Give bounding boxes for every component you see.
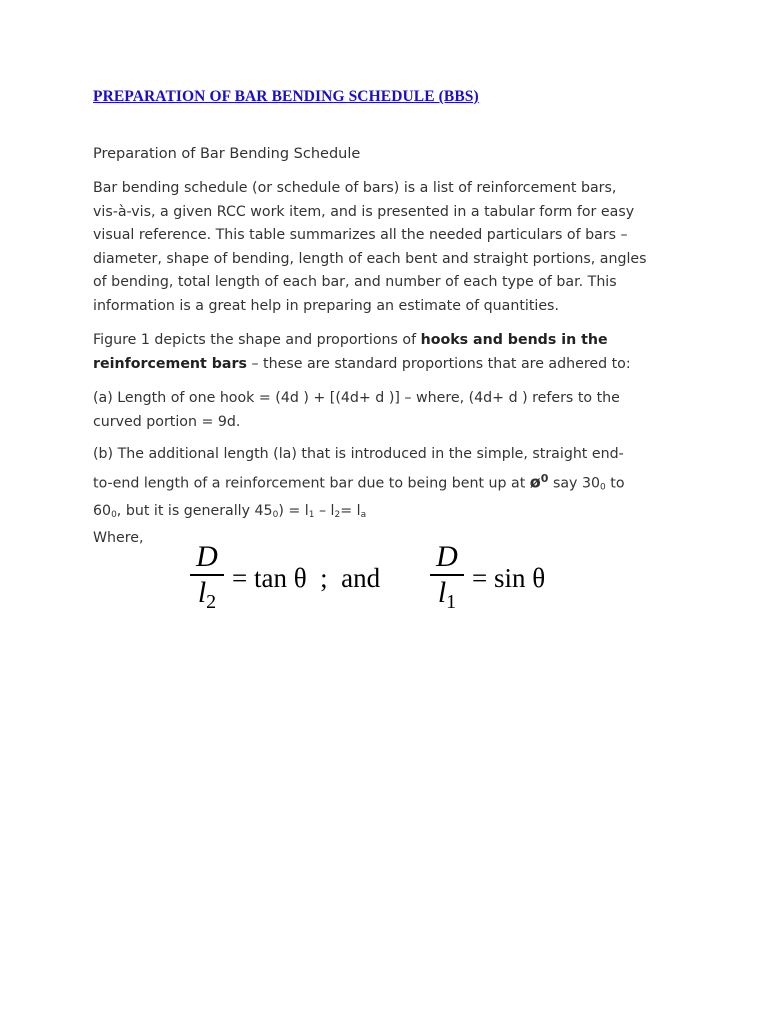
phi-symbol: ø bbox=[529, 472, 541, 492]
item-b-text: , but it is generally 45 bbox=[116, 502, 273, 519]
subscript: 2 bbox=[334, 509, 341, 520]
intro-paragraph bbox=[93, 177, 693, 318]
item-b-text: – l bbox=[314, 502, 335, 519]
intro-line: of bending, total length of each bar, and number of each type of bar. This bbox=[93, 274, 617, 290]
item-a-line: (a) Length of one hook = (4d ) + [(4d+ d )] – where, (4d+ d ) refers to the bbox=[93, 390, 620, 406]
item-b-text: to-end length of a reinforcement bar due to being bent up at bbox=[93, 475, 530, 492]
item-b-text: to bbox=[605, 475, 625, 492]
degree-mark: 0 bbox=[272, 509, 279, 520]
denominator-subscript: 1 bbox=[446, 591, 457, 613]
degree-mark: 0 bbox=[111, 509, 117, 520]
intro-line: visual reference. This table summarizes all the needed particulars of bars – bbox=[93, 227, 628, 243]
item-b-line bbox=[93, 467, 693, 500]
page-title[interactable]: PREPARATION OF BAR BENDING SCHEDULE (BBS) bbox=[93, 88, 479, 105]
fraction-numerator: D bbox=[196, 540, 218, 573]
item-a-paragraph bbox=[93, 387, 693, 434]
figure-paragraph bbox=[93, 329, 693, 376]
intro-line: information is a great help in preparing an estimate of quantities. bbox=[93, 297, 559, 314]
denominator-symbol: l bbox=[437, 576, 447, 609]
figure-bold-text: reinforcement bars bbox=[93, 355, 247, 372]
figure-bold-text: hooks and bends in the bbox=[420, 332, 608, 348]
figure-line bbox=[93, 353, 693, 377]
fraction-denominator bbox=[190, 578, 224, 617]
subscript: 1 bbox=[308, 509, 315, 520]
fraction-d-over-l1 bbox=[430, 542, 464, 617]
degree-mark: 0 bbox=[600, 482, 606, 493]
denominator-symbol: l bbox=[197, 576, 207, 609]
item-b-paragraph bbox=[93, 443, 693, 551]
item-b-line: (b) The additional length (la) that is introduced in the simple, straight end- bbox=[93, 446, 624, 462]
item-a-line: curved portion = 9d. bbox=[93, 413, 241, 430]
equation-tan: = tan θ ; and bbox=[232, 563, 381, 593]
fraction-bar bbox=[190, 574, 224, 576]
figure-line bbox=[93, 329, 693, 353]
fraction-numerator: D bbox=[436, 540, 458, 573]
fraction-d-over-l2 bbox=[190, 542, 224, 617]
subscript: a bbox=[360, 509, 367, 520]
item-b-text: ) = l bbox=[278, 502, 309, 519]
item-b-text: = l bbox=[340, 502, 361, 519]
figure-text: Figure 1 depicts the shape and proportions of bbox=[93, 332, 421, 348]
intro-line: diameter, shape of bending, length of each bent and straight portions, angles bbox=[93, 250, 647, 267]
intro-line: vis-à-vis, a given RCC work item, and is presented in a tabular form for easy bbox=[93, 203, 635, 220]
item-b-line bbox=[93, 500, 693, 528]
intro-line: Bar bending schedule (or schedule of bars) is a list of reinforcement bars, bbox=[93, 180, 617, 196]
trig-formula bbox=[190, 542, 590, 632]
denominator-subscript: 2 bbox=[206, 591, 217, 613]
equation-sin: = sin θ bbox=[472, 563, 546, 593]
fraction-bar bbox=[430, 574, 464, 576]
section-heading: Preparation of Bar Bending Schedule bbox=[93, 146, 361, 162]
figure-text: – these are standard proportions that are adhered to: bbox=[246, 355, 631, 372]
item-b-text: 60 bbox=[93, 502, 112, 519]
item-b-text: say 30 bbox=[548, 475, 601, 492]
where-label: Where, bbox=[93, 530, 144, 547]
phi-superscript: 0 bbox=[540, 471, 549, 485]
fraction-denominator bbox=[430, 578, 464, 617]
